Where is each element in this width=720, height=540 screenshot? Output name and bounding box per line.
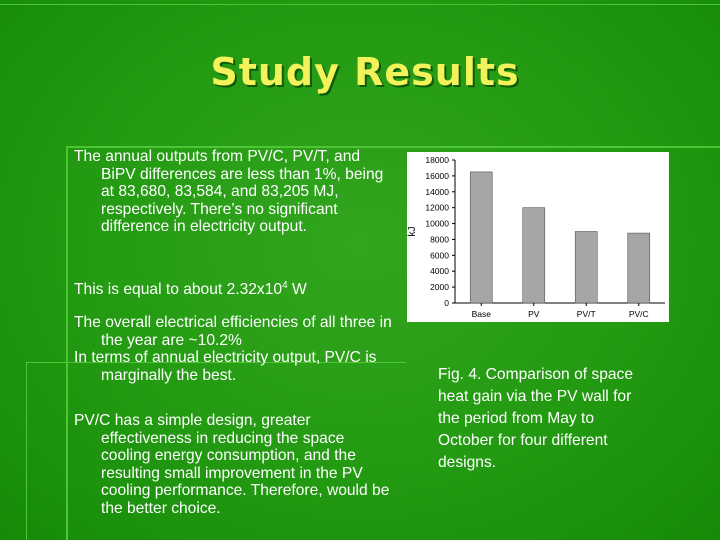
y-tick-label: 0 [444,298,449,308]
y-tick-label: 12000 [425,202,449,213]
equivalent-text [74,277,392,299]
bar [470,172,492,303]
y-tick-label: 10000 [425,218,449,229]
body-paragraph-design [74,412,392,517]
mid-vertical-line [26,362,27,540]
y-tick-label: 14000 [425,186,449,197]
x-tick-label: PV [528,309,540,319]
equivalent-exponent: 4 [282,280,288,291]
top-decor-line [0,4,720,5]
body-paragraph-efficiency [74,314,392,384]
y-axis-label: kJ [407,226,418,237]
y-tick-label: 8000 [430,234,449,245]
x-tick-label: PV/T [576,309,596,319]
efficiency-text: The overall electrical efficiencies of all three in the year are ~10.2% [74,314,392,349]
figure-caption: Fig. 4. Comparison of space heat gain via the PV wall for the period from May to October for four different designs. [438,366,634,471]
x-tick-label: PV/C [628,309,649,319]
bar-chart-svg [407,152,669,322]
page-title: Study Results [210,50,520,94]
bar [523,208,545,303]
outputs-text: The annual outputs from PV/C, PV/T, and BiPV differences are less than 1%, being at 83,680, 83,584, and 83,205 MJ, respectively. There’s no significant difference in electricity output. [74,148,384,235]
y-tick-label: 6000 [430,250,449,261]
x-tick-label: Base [471,309,491,319]
left-vertical-line [66,146,68,540]
y-tick-label: 16000 [425,170,449,181]
y-tick-label: 2000 [430,282,449,293]
equivalent-main: This is equal to about 2.32x10 [74,281,283,299]
bar-chart [407,152,669,322]
body-paragraph-equivalent [74,277,392,299]
bar [628,233,650,303]
bar [575,232,597,304]
design-text: PV/C has a simple design, greater effectiveness in reducing the space cooling energy consumption, and the resulting small improvement in the PV cooling performance. Therefore, would be the better choice. [74,412,390,517]
y-tick-label: 18000 [425,155,449,165]
chart-layer [407,155,665,319]
y-tick-label: 4000 [430,266,449,277]
body-paragraph-outputs [74,148,392,236]
output-best-text: In terms of annual electricity output, PV/C is marginally the best. [74,349,377,384]
equivalent-unit: W [287,281,307,299]
